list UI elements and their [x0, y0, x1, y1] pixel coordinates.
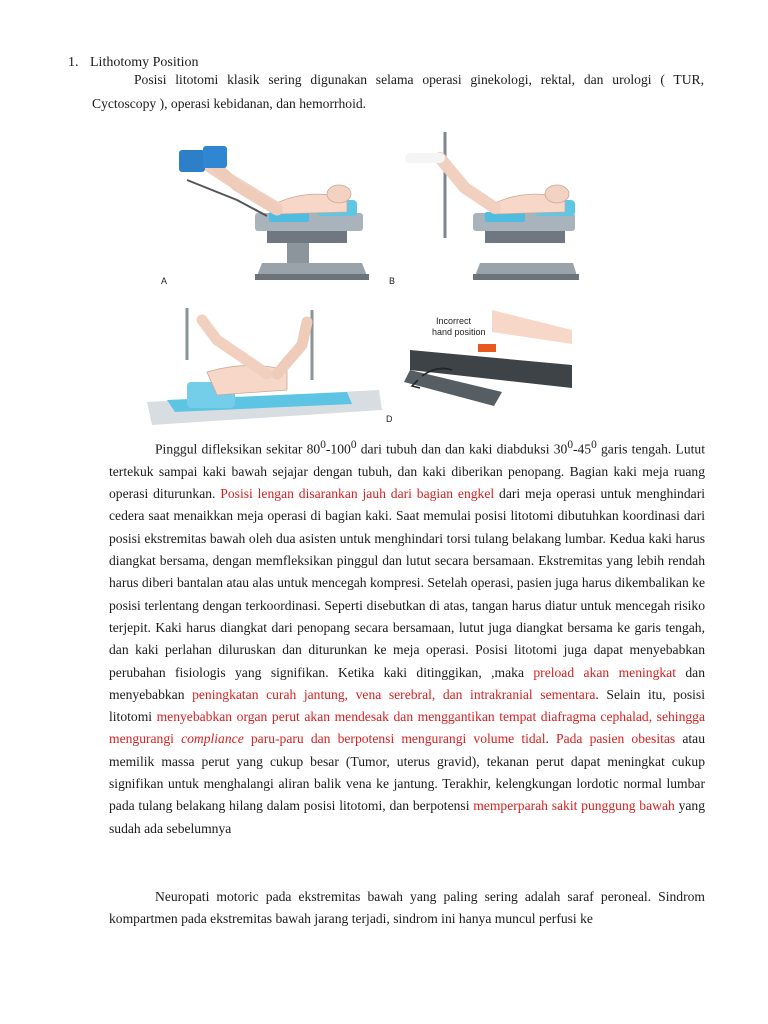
figure-b	[385, 128, 580, 288]
hand-position-label: hand position	[432, 327, 486, 337]
figure-c	[147, 300, 382, 428]
figure-a	[157, 128, 369, 288]
figure-d	[382, 310, 575, 430]
lithotomy-illustration-d	[382, 310, 575, 430]
lithotomy-illustration-a	[157, 128, 369, 288]
figure-a-label: A	[161, 276, 168, 286]
figure-b-label: B	[389, 276, 396, 286]
section-title: Lithotomy Position	[90, 55, 199, 70]
lithotomy-illustration-b	[385, 128, 580, 288]
body-paragraph-2: Neuropati motoric pada ekstremitas bawah yang paling sering adalah saraf peroneal. Sindrom kompartmen pada ekstremitas bawah jarang terjadi, sindrom ini hanya muncul perfusi ke	[109, 889, 705, 927]
intro-paragraph: Posisi litotomi klasik sering digunakan selama operasi ginekologi, rektal, dan urologi ( TUR, Cyctoscopy ), operasi kebidanan, dan hemorrhoid.	[92, 72, 704, 111]
section-number: 1.	[68, 55, 79, 70]
figure-d-label: D	[386, 414, 393, 424]
incorrect-label: Incorrect	[436, 316, 472, 326]
lithotomy-illustration-c	[147, 300, 382, 428]
body-paragraph-1: Pinggul difleksikan sekitar $80^0-100^0$ dari tubuh dan dan kaki diabduksi $30^0-45^0$ garis tengah. Lutut tertekuk sampai kaki bawah sejajar dengan tubuh, dan kaki diberikan penopang. Bagian kaki meja ruang operasi diturunkan. Posisi lengan disarankan jauh dari bagian engkel dari meja operasi untuk menghindari cedera saat menaikkan meja operasi di bagian kaki. Saat memulai posisi litotomi dibutuhkan koordinasi dari posisi ekstremitas bawah oleh dua asisten untuk menghindari torsi tulang belakang lumbar. Kedua kaki harus diangkat bersama, dengan memfleksikan pinggul dan lutut secara bersamaan. Ekstremitas yang lebih rendah harus diberi bantalan atau alas untuk mencegah kompresi. Setelah operasi, pasien juga harus dikembalikan ke posisi terlentang dengan terkoordinasi. Seperti disebutkan di atas, tangan harus diatur untuk mencegah risiko terjepit. Kaki harus diangkat dari penopang secara bersamaan, lutut juga diangkat bersama ke garis tengah, dan kaki perlahan diluruskan dan diturunkan ke meja operasi. Posisi litotomi juga dapat menyebabkan perubahan fisiologis yang signifikan. Ketika kaki ditinggikan, ,maka preload akan meningkat dan menyebabkan peningkatan curah jantung, vena serebral, dan intrakranial sementara. Selain itu, posisi litotomi menyebabkan organ perut akan mendesak dan menggantikan tempat diafragma cephalad, sehingga mengurangi compliance paru-paru dan berpotensi mengurangi volume tidal. Pada pasien obesitas atau memilik massa perut yang cukup besar (Tumor, uterus gravid), tekanan perut dapat meningkat cukup signifikan untuk menghalangi aliran balik vena ke jantung. Terakhir, kelengkungan lordotic normal lumbar pada tulang belakang hilang dalam posisi litotomi, dan berpotensi memperparah sakit punggung bawah yang sudah ada sebelumnya	[109, 439, 706, 836]
